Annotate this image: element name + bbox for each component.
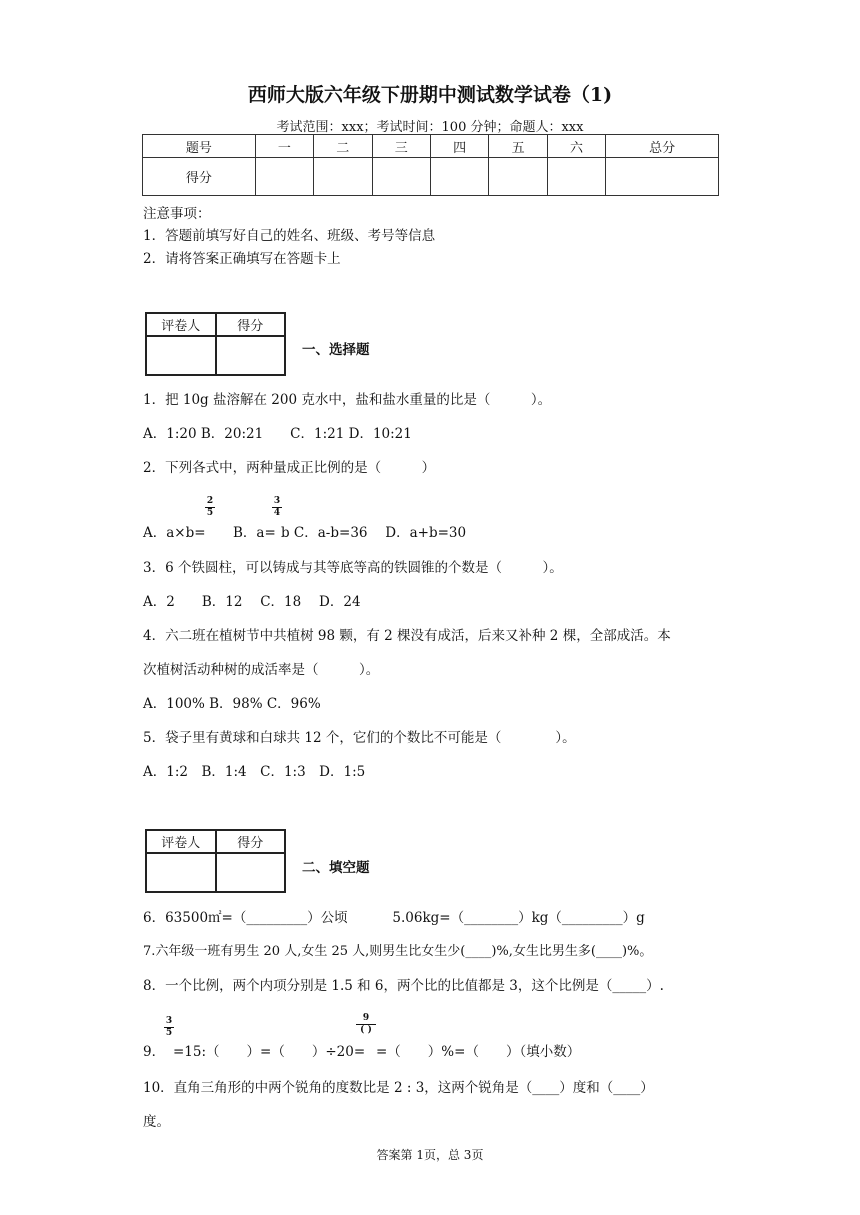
fraction-denominator: ( ) [360,1025,372,1035]
page-footer: 答案第 1页，总 3页 [376,1148,484,1162]
score-cell [489,158,547,196]
score-cell [606,158,719,196]
grader-reviewer-cell [146,336,216,375]
score-cell [255,158,313,196]
score-header-cell: 二 [314,135,372,158]
fraction-three-fourths [272,497,282,518]
score-row-label: 得分 [143,158,256,196]
score-cell [372,158,430,196]
question-10: 10．直角三角形的中两个锐角的度数比是 2 : 3，这两个锐角是（____）度和（____） [143,1080,654,1096]
question-9-middle: =15:（ ）=（ ）÷20= [173,1044,366,1060]
question-3-options: A．2 B．12 C．18 D．24 [143,594,361,610]
fraction-denominator: 4 [273,508,281,518]
grader-reviewer-cell [146,853,216,892]
question-3: 3．6 个铁圆柱，可以铸成与其等底等高的铁圆锥的个数是（ ）。 [143,560,563,576]
fraction-three-fifths [164,1017,174,1038]
fraction-numerator: 2 [206,496,214,506]
fraction-numerator: 3 [273,496,281,506]
question-4-options: A．100% B．98% C．96% [143,696,321,712]
score-table-score-row [143,158,719,196]
fraction-denominator: 5 [206,508,214,518]
question-9-number: 9． [143,1044,166,1060]
note-item: 1．答题前填写好自己的姓名、班级、考号等信息 [143,228,436,244]
grader-reviewer-label: 评卷人 [146,313,216,336]
score-header-cell: 四 [430,135,488,158]
question-4-cont: 次植树活动种树的成活率是（ ）。 [143,662,380,678]
grader-box [145,312,286,376]
grader-reviewer-label: 评卷人 [146,830,216,853]
question-8: 8．一个比例，两个内项分别是 1.5 和 6，两个比的比值都是 3，这个比例是（_____）. [143,978,664,994]
question-5-options: A．1:2 B．1:4 C．1:3 D．1:5 [143,764,366,780]
question-2-option-a: A．a×b= [143,525,206,541]
score-header-cell: 总分 [606,135,719,158]
score-cell [430,158,488,196]
notes-heading: 注意事项： [143,206,211,222]
score-header-cell: 题号 [143,135,256,158]
question-10-cont: 度。 [143,1114,170,1130]
question-9-end: =（ ）%=（ ）（填小数） [376,1044,581,1060]
grader-score-label: 得分 [216,830,286,853]
score-table [142,134,719,196]
section-title: 一、选择题 [302,342,370,358]
grader-box [145,829,286,893]
fraction-numerator: 3 [165,1016,173,1026]
fraction-nine-over-blank [356,1014,376,1035]
score-header-cell: 六 [547,135,605,158]
page-title: 西师大版六年级下册期中测试数学试卷（1) [247,84,613,106]
grader-score-cell [216,336,286,375]
grader-score-label: 得分 [216,313,286,336]
score-header-cell: 五 [489,135,547,158]
fraction-denominator: 5 [165,1028,173,1038]
score-cell [314,158,372,196]
score-header-cell: 一 [255,135,313,158]
question-1-options: A．1:20 B．20:21 C．1:21 D．10:21 [143,426,412,442]
exam-info: 考试范围：xxx；考试时间：100 分钟；命题人：xxx [276,120,584,135]
question-7: 7.六年级一班有男生 20 人,女生 25 人,则男生比女生少(____)%,女生比男生多(____)%。 [143,944,653,959]
fraction-numerator: 9 [362,1013,370,1023]
question-4: 4．六二班在植树节中共植树 98 颗，有 2 棵没有成活，后来又补种 2 棵，全部成活。本 [143,628,671,644]
question-2-option-b: B．a= [233,525,276,541]
question-2: 2．下列各式中，两种量成正比例的是（ ） [143,460,436,476]
question-1: 1．把 10g 盐溶解在 200 克水中，盐和盐水重量的比是（ ）。 [143,392,552,408]
fraction-two-fifths [205,497,215,518]
question-5: 5．袋子里有黄球和白球共 12 个，它们的个数比不可能是（ ）。 [143,730,576,746]
question-2-options-rest: b C．a-b=36 D．a+b=30 [281,525,467,541]
note-item: 2．请将答案正确填写在答题卡上 [143,251,341,267]
score-cell [547,158,605,196]
grader-score-cell [216,853,286,892]
question-6: 6．63500㎡=（_________）公顷 5.06kg=（________）kg（_________）g [143,910,645,926]
section-title: 二、填空题 [302,860,370,876]
score-table-header-row [143,135,719,158]
score-header-cell: 三 [372,135,430,158]
